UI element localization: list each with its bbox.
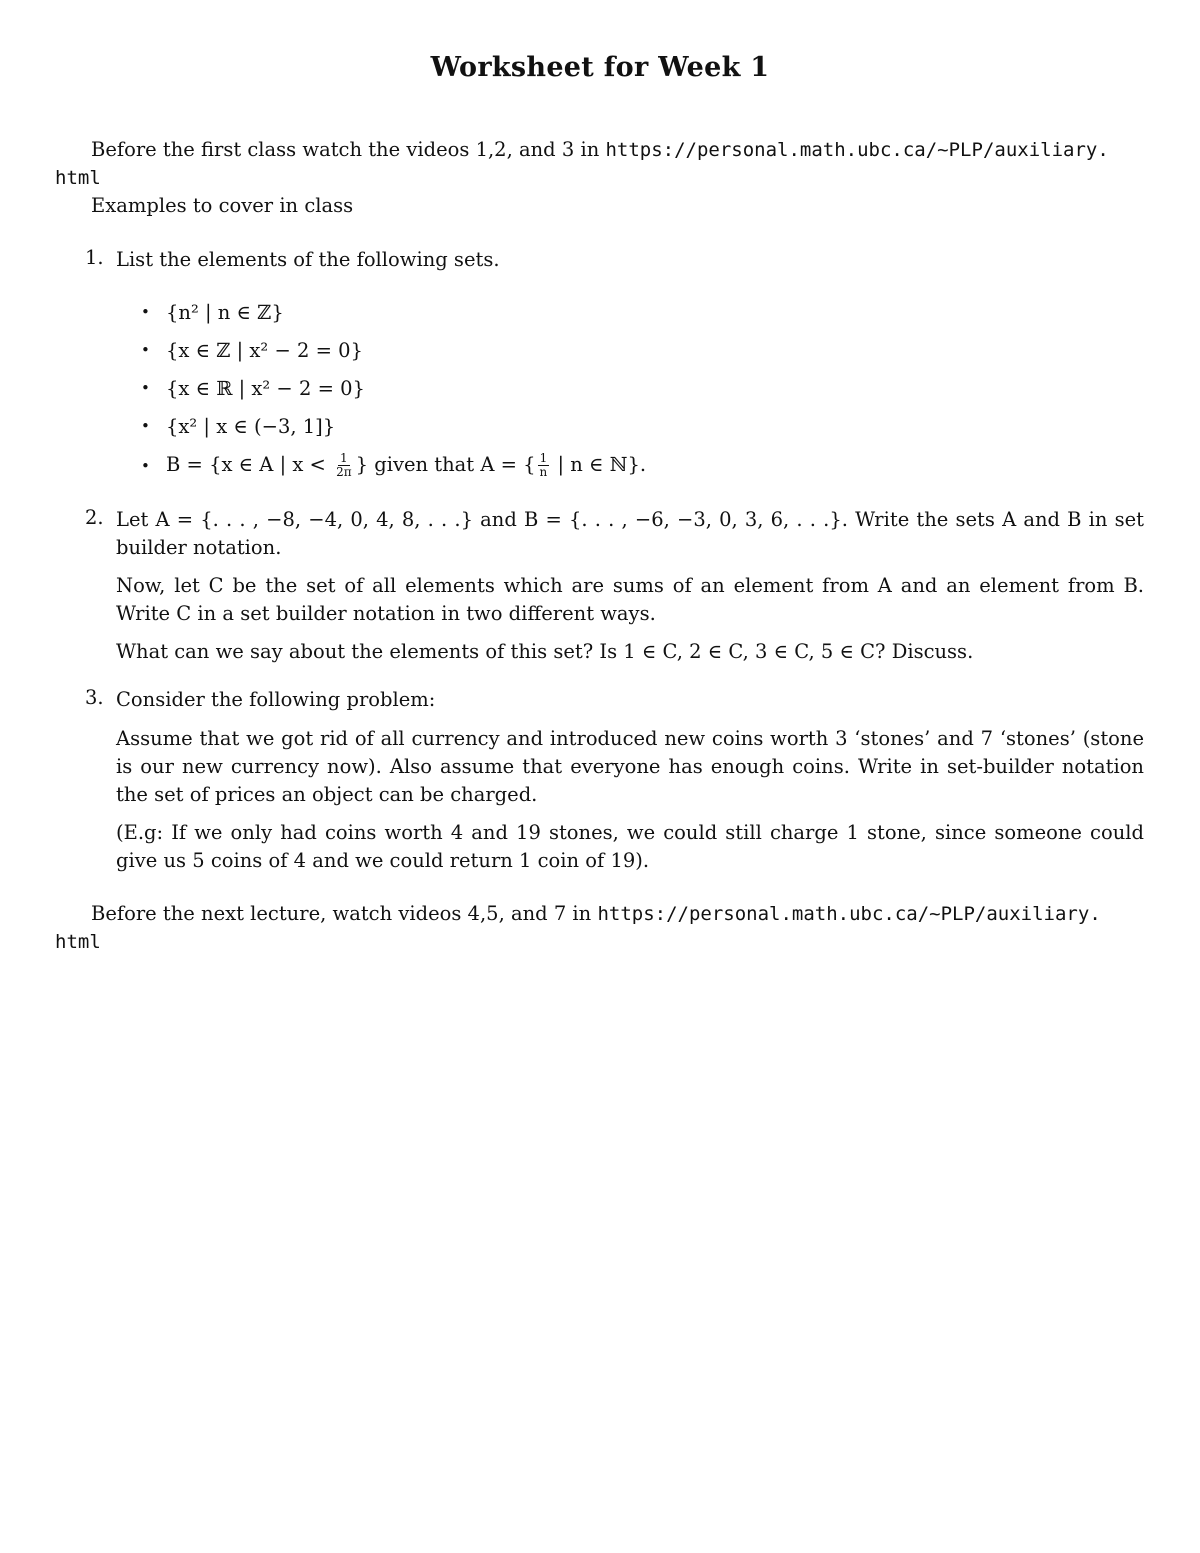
q2-line-1: Let A = {. . . , −8, −4, 0, 4, 8, . . .} and B = {. . . , −6, −3, 0, 3, 6, . . .}. Write the sets A and B in set — [116, 508, 1144, 531]
outro-url-continued[interactable]: html — [55, 931, 101, 953]
intro-text: Before the first class watch the videos 1,2, and 3 in — [91, 138, 606, 161]
intro-url-continued[interactable]: html — [55, 167, 101, 189]
fraction-one-over-n — [538, 452, 550, 479]
bullet-marker: • — [141, 417, 150, 435]
q2-line-3: Now, let C be the set of all elements which are sums of an element from A and an element from B. — [116, 574, 1144, 597]
examples-heading: Examples to cover in class — [91, 194, 354, 217]
q1-bullet-5 — [166, 451, 646, 479]
q2-line-5: What can we say about the elements of this set? Is 1 ∈ C, 2 ∈ C, 3 ∈ C, 5 ∈ C? Discuss. — [116, 640, 974, 663]
q3-line-4: the set of prices an object can be charged. — [116, 783, 538, 806]
bullet5-mid: } given that A = { — [355, 453, 536, 476]
q1-bullet-3: {x ∈ ℝ | x² − 2 = 0} — [166, 377, 365, 400]
q1-bullet-2: {x ∈ ℤ | x² − 2 = 0} — [166, 339, 363, 362]
q2-number: 2. — [85, 506, 104, 529]
q3-line-3: is our new currency now). Also assume that everyone has enough coins. Write in set-builder notation — [116, 755, 1144, 778]
q1-bullet-1: {n² | n ∈ ℤ} — [166, 301, 284, 324]
q3-line-2: Assume that we got rid of all currency and introduced new coins worth 3 ‘stones’ and 7 ‘stones’ (stone — [116, 727, 1144, 750]
fraction-denominator: n — [539, 465, 548, 479]
q1-text: List the elements of the following sets. — [116, 248, 500, 271]
outro-url[interactable]: https://personal.math.ubc.ca/~PLP/auxiliary. — [597, 903, 1101, 925]
bullet-marker: • — [141, 457, 150, 475]
q1-number: 1. — [85, 246, 104, 269]
q3-line-1: Consider the following problem: — [116, 688, 436, 711]
outro-line — [91, 900, 1101, 928]
bullet-marker: • — [141, 303, 150, 321]
intro-url[interactable]: https://personal.math.ubc.ca/~PLP/auxiliary. — [605, 139, 1109, 161]
q2-line-2: builder notation. — [116, 536, 282, 559]
q3-line-5: (E.g: If we only had coins worth 4 and 19 stones, we could still charge 1 stone, since someone could — [116, 821, 1144, 844]
outro-text: Before the next lecture, watch videos 4,5, and 7 in — [91, 902, 598, 925]
fraction-numerator: 1 — [539, 451, 548, 465]
fraction-one-over-two-pi — [334, 452, 354, 479]
q3-number: 3. — [85, 686, 104, 709]
bullet5-rhs: | n ∈ ℕ}. — [551, 453, 647, 476]
q1-bullet-4: {x² | x ∈ (−3, 1]} — [166, 415, 336, 438]
bullet-marker: • — [141, 341, 150, 359]
q2-line-4: Write C in a set builder notation in two different ways. — [116, 602, 656, 625]
q3-line-6: give us 5 coins of 4 and we could return 1 coin of 19). — [116, 849, 650, 872]
bullet5-lhs: B = {x ∈ A | x < — [166, 453, 333, 476]
fraction-denominator: 2π — [336, 465, 352, 479]
fraction-numerator: 1 — [340, 451, 348, 465]
page-title: Worksheet for Week 1 — [430, 52, 770, 83]
bullet-marker: • — [141, 379, 150, 397]
intro-line — [91, 136, 1109, 164]
